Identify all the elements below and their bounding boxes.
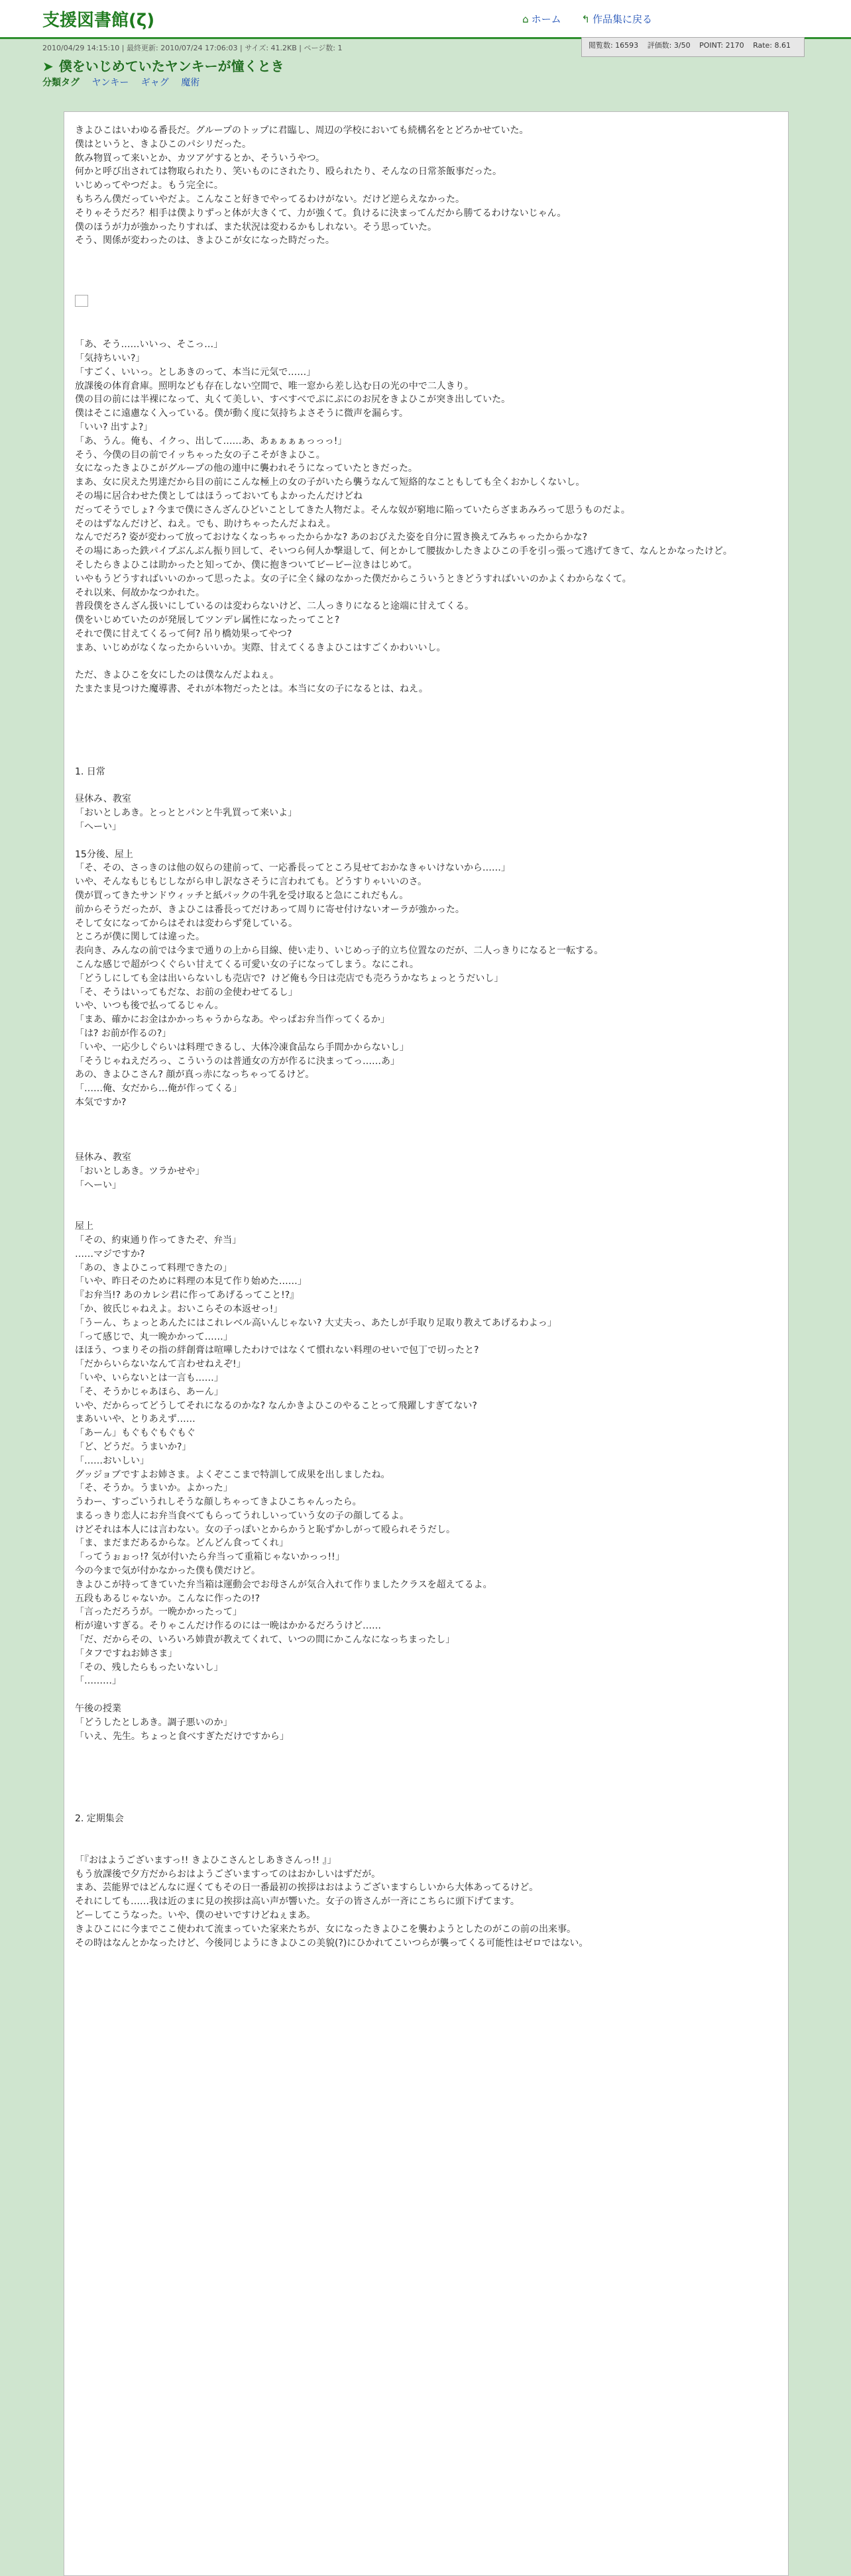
story-line: 僕はそこに遠慮なく入っている。僕が動く度に気持ちよさそうに微声を漏らす。 [75, 408, 408, 419]
story-line: いやもうどうすればいいのかって思ったよ。女の子に全く縁のなかった僕だからこういうときどうすればいいのかよくわからなくて。 [75, 573, 632, 584]
story-line: 「あ、うん。俺も、イクっ、出して……あ、あぁぁぁぁっっっ!」 [75, 435, 347, 447]
story-line [75, 1206, 777, 1220]
story-line: 「気持ちいい?」 [75, 352, 145, 364]
story-line: まあ、芸能界ではどんなに遅くてもその日一番最初の挨拶はおはようございますらしいから大体あってるけど。 [75, 1882, 539, 1894]
story-line: 「か、彼氏じゃねえよ。おいこらその本返せっ!」 [75, 1303, 283, 1315]
story-line: グッジョブですよお姉さま。よくぞここまで特訓して成果を出しましたね。 [75, 1469, 390, 1480]
story-line [75, 779, 777, 793]
back-arrow-icon: ↰ [581, 13, 590, 25]
story-line: 飲み物買って来いとか、カツアゲするとか、そういうやつ。 [75, 152, 325, 164]
story-line: だってそうでしょ? 今まで僕にさんざんひどいことしてきた人物だよ。そんな奴が窮地に陥っていたらざまあみろって思うものだよ。 [75, 504, 630, 515]
story-line: その時はなんとかなったけど、今後同じようにきよひこの美貌(?)にひかれてこいつらが襲ってくる可能性はゼロではない。 [75, 1937, 589, 1949]
story-line: そう、今僕の目の前でイッちゃった女の子こそがきよひこ。 [75, 449, 325, 460]
story-line: 「どうしたとしあき。調子悪いのか」 [75, 1717, 233, 1728]
story-line: まるっきり恋人にお弁当食べてもらってうれしいっていう女の子の顔してるよ。 [75, 1510, 409, 1521]
story-line: きよひこはいわゆる番長だ。グループのトップに君臨し、周辺の学校においても続構名をとどろかせていた。 [75, 125, 529, 136]
rating-count: 評価数: 3/50 [647, 41, 691, 50]
story-line: 本気ですか? [75, 1097, 127, 1108]
tag-link[interactable]: ギャグ [141, 78, 169, 88]
story-line: 「だ、だからその、いろいろ姉貴が教えてくれて、いつの間にかこんなになっちまったし」 [75, 1635, 455, 1646]
story-line: こんな感じで超がつくぐらい甘えてくる可愛い女の子になってしまう。なにこれ。 [75, 959, 419, 971]
story-line: 「ってうぉぉっ!? 気が付いたら弁当って重箱じゃないかっっ!!」 [75, 1552, 345, 1563]
story-line: いや、だからってどうしてそれになるのかな? なんかきよひこのやることって飛躍しすぎてない? [75, 1400, 477, 1411]
story-line: 2. 定期集会 [75, 1813, 124, 1825]
story-line: 「いや、昨日そのために料理の本見て作り始めた……」 [75, 1276, 307, 1287]
story-line: 「……おいしい」 [75, 1455, 149, 1466]
story-line: そのはずなんだけど、ねえ。でも、助けちゃったんだよねえ。 [75, 518, 336, 529]
story-line [75, 1799, 777, 1813]
story-line [75, 737, 777, 751]
story-line [75, 710, 777, 724]
stats-box [581, 37, 805, 57]
story-line: 僕の目の前には半裸になって、丸くて美しい、すべすべでぷにぷにのお尻をきよひこが突き出していた。 [75, 394, 511, 405]
story-line: 昼休み、教室 [75, 794, 131, 805]
story-line: 「いや、一応少しぐらいは料理できるし、大体冷凍食品なら手間かからないし」 [75, 1042, 409, 1053]
story-line: 「まあ、確かにお金はかかっちゃうからなあ。やっぱお弁当作ってくるか」 [75, 1014, 390, 1026]
story-line [75, 276, 777, 290]
nav-home-label: ホーム [531, 13, 561, 25]
title-arrow-icon: ➤ [42, 58, 54, 74]
story-line: そう、関係が変わったのは、きよひこが女になった時だった。 [75, 235, 335, 246]
story-line [75, 655, 777, 669]
story-title-text: 僕をいじめていたヤンキーが憧くとき [58, 58, 284, 74]
story-line [75, 834, 777, 848]
story-line [75, 1137, 777, 1151]
story-line: まあ、女に戻えた男達だから目の前にこんな極上の女の子がいたら襲うなんて短絡的なこともしても全くおかしくないし。 [75, 477, 585, 488]
story-line: 「おいとしあき。ツラかせや」 [75, 1165, 205, 1177]
story-line: そしたらきよひこは助かったと知ってか、僕に抱きついてビービー泣きはじめて。 [75, 559, 418, 570]
story-line: 桁が違いすぎる。そりゃこんだけ作るのには一晩はかかるだろうけど…… [75, 1621, 381, 1632]
story-line: 「へーい」 [75, 1179, 121, 1191]
story-line [75, 1688, 777, 1702]
story-line: 「おいとしあき。とっととパンと牛乳買って来いよ」 [75, 808, 298, 819]
story-line: 「そ、そうか。うまいか。よかった」 [75, 1483, 233, 1494]
story-line: 「……俺、女だから…俺が作ってくる」 [75, 1083, 242, 1095]
story-line: どーしてこうなった。いや、僕のせいですけどねぇまあ。 [75, 1910, 316, 1921]
story-line: 「だからいらないなんて言わせねえぞ!」 [75, 1359, 246, 1370]
story-line [75, 1785, 777, 1799]
story-line: その場に居合わせた僕としてはほうっておいてもよかったんだけどね [75, 490, 363, 502]
story-line: 屋上 [75, 1221, 93, 1232]
tags-label: 分類タグ [42, 78, 80, 88]
story-line [75, 1840, 777, 1854]
story-line: 「どうしにしても金は出いらないしも売店で? けど俺も今日は売店でも売ろうかなちょっとうだいし」 [75, 973, 504, 984]
story-line [75, 262, 777, 276]
story-line: うわー、すっごいうれしそうな顔しちゃってきよひこちゃんったら。 [75, 1497, 362, 1508]
story-line [75, 751, 777, 765]
post-meta: 2010/04/29 14:15:10 | 最終更新: 2010/07/24 17:06:03 | サイズ: 41.2KB | ページ数: 1 [42, 44, 343, 52]
story-line: もう放課後で夕方だからおはようございますってのはおかしいはずだが。 [75, 1868, 381, 1880]
story-line: そして女になってからはそれは変わらず発している。 [75, 918, 298, 929]
story-line: 「言っただろうが。一晩かかったって」 [75, 1607, 242, 1618]
story-line: ただ、きよひこを女にしたのは僕なんだよねぇ。 [75, 670, 279, 681]
story-line: 普段僕をさんざん扱いにしているのは変わらないけど、二人っきりになると途端に甘えてくる。 [75, 601, 474, 612]
story-line: きよひこにに今までここ使われて流まっていた家来たちが、女になったきよひこを襲わようとしたのがこの前の出来事。 [75, 1923, 576, 1935]
story-line: 「タフですねお姉さま」 [75, 1648, 178, 1659]
points: POINT: 2170 [699, 41, 744, 50]
story-line: 午後の授業 [75, 1703, 121, 1715]
story-line: 「あの、きよひこって料理できたの」 [75, 1262, 233, 1273]
story-line: それ以来、何故かなつかれた。 [75, 587, 205, 598]
rate: Rate: 8.61 [753, 41, 791, 50]
home-icon: ⌂ [522, 13, 529, 25]
story-title [42, 56, 284, 75]
story-line: 「その、約束通り作ってきたぞ、弁当」 [75, 1234, 242, 1246]
story-line: それにしても……我は近のまに見の挨拶は高い声が響いた。女子の皆さんが一斉にこちらに頭下げてます。 [75, 1896, 520, 1907]
story-line: まあいいや、とりあえず…… [75, 1414, 196, 1425]
story-line: 「………」 [75, 1676, 121, 1687]
story-line [75, 1193, 777, 1207]
story-line [75, 1110, 777, 1124]
story-line: 表向き、みんなの前では今まで通りの上から目線、使い走り、いじめっ子的立ち位置なのだが、二人っきりになると一転する。 [75, 945, 604, 957]
story-line: 僕のほうが力が強かったりすれば、また状況は変わるかもしれない。そう思っていた。 [75, 221, 437, 233]
story-line: まあ、いじめがなくなったからいいか。実際、甘えてくるきよひこはすごくかわいいし。 [75, 642, 446, 653]
story-line: 「うーん、ちょっとあんたにはこれレベル高いんじゃない? 大丈夫っ、あたしが手取り足取り教えてあげるわよっ」 [75, 1317, 557, 1328]
story-line: 「あーん」もぐもぐもぐもぐ [75, 1428, 196, 1439]
story-line: いじめってやつだよ。もう完全に。 [75, 180, 223, 191]
story-line: いや、いつも後で払ってるじゃん。 [75, 1000, 224, 1012]
story-line [75, 696, 777, 710]
nav-home-link[interactable] [522, 13, 561, 25]
story-line: ……マジですか? [75, 1248, 145, 1260]
story-line: 「ま、まだまだあるからな。どんどん食ってくれ」 [75, 1538, 288, 1549]
story-line: 「ど、どうだ。うまいか?」 [75, 1441, 192, 1452]
story-line: 僕をいじめていたのが発展してツンデレ属性になったってこと? [75, 615, 340, 626]
story-line: 「は? お前が作るの?」 [75, 1028, 172, 1039]
story-line: けどそれは本人には言わない。女の子っぽいとからかうと恥ずかしがって殴られそうだし。 [75, 1524, 455, 1535]
story-line: 「いや、いらないとは一言も……」 [75, 1372, 223, 1383]
broken-image-icon [75, 295, 88, 307]
story-line: 「あ、そう……いいっ、そこっ…」 [75, 339, 223, 350]
story-line: あの、きよひこさん? 顔が真っ赤になっちゃってるけど。 [75, 1069, 315, 1081]
story-line [75, 1757, 777, 1771]
story-line [75, 1826, 777, 1840]
story-line: 「その、残したらもったいないし」 [75, 1662, 223, 1673]
story-line: 15分後、屋上 [75, 849, 133, 860]
story-line: たまたま見つけた魔導書、それが本物だったとは。本当に女の子になるとは、ねえ。 [75, 684, 428, 695]
story-line: そりゃそうだろ？相手は僕よりずっと体が大きくて、力が強くて。負けるに決まってんだから勝てるわけないじゃん。 [75, 207, 567, 219]
story-line [75, 311, 777, 325]
story-line: 「そ、そうはいってもだな、お前の金使わせてるし」 [75, 987, 298, 998]
story-line: 何かと呼び出されては物取られたり、笑いものにされたり、殴られたり、そんなの日常茶飯事だった。 [75, 166, 502, 178]
story-line [75, 1124, 777, 1138]
story-line: 僕はというと、きよひこのパシリだった。 [75, 138, 251, 150]
story-line: 「へーい」 [75, 822, 121, 833]
tag-link[interactable]: 魔術 [181, 78, 200, 88]
story-line: その場にあった鉄パイプぶんぶん振り回して、そいつら何人か撃退して、何とかして腰抜かしたきよひこの手を引っ張って逃げてきて、なんとかなったけど。 [75, 546, 732, 557]
story-line [75, 724, 777, 737]
views-count: 閲覧数: 16593 [588, 41, 639, 50]
site-header [0, 0, 851, 39]
story-line [75, 1771, 777, 1785]
story-line: いや、そんなもじもじしながら申し訳なさそうに言われても。どうすりゃいいのさ。 [75, 877, 427, 888]
story-line: 女になったきよひこがグループの他の連中に襲われそうになっていたときだった。 [75, 463, 418, 474]
story-line: それで僕に甘えてくるって何? 吊り橋効果ってやつ? [75, 628, 292, 639]
story-line: もちろん僕だっていやだよ。こんなこと好きでやってるわけがない。だけど逆らえなかった。 [75, 193, 465, 205]
top-nav [505, 12, 652, 26]
site-title[interactable]: 支援図書館(ζ) [42, 11, 155, 30]
story-line: 「『おはようございますっ!! きよひこさんとしあきさんっ!! 』」 [75, 1854, 337, 1866]
story-line: 「そ、その、さっきのは他の奴らの建前って、一応番長ってところ見せておかなきゃいけないから……」 [75, 863, 510, 874]
story-line: 「すごく、いいっ。としあきのって、本当に元気で……」 [75, 366, 316, 378]
story-line [75, 324, 777, 338]
story-line: ほほう、つまりその指の絆創膏は喧嘩したわけではなくて慣れない料理のせいで包丁で切ったと? [75, 1345, 479, 1356]
story-line: 放課後の体育倉庫。照明なども存在しない空間で、唯一窓から差し込む日の光の中で二人きり。 [75, 380, 474, 392]
story-line: 「そ、そうかじゃあほら、あーん」 [75, 1386, 223, 1397]
story-line: 昼休み、教室 [75, 1152, 131, 1163]
story-line [75, 1743, 777, 1757]
nav-back-label: 作品集に戻る [592, 13, 652, 25]
story-line: 今の今まで気が付かなかった僕も僕だけど。 [75, 1566, 260, 1577]
story-line: 「って感じで、丸一晩かかって……」 [75, 1331, 233, 1342]
story-line: 五段もあるじゃないか。こんなに作ったの!? [75, 1593, 260, 1604]
story-line: なんでだろ? 姿が変わって放っておけなくなっちゃったからかな? あのおびえた姿を自分に置き換えてみちゃったからかな? [75, 532, 588, 543]
story-line: 1. 日常 [75, 766, 105, 777]
story-body [64, 111, 789, 2576]
story-line: きよひこが持ってきていた弁当箱は運動会でお母さんが気合入れて作りましたクラスを超えてるよ。 [75, 1579, 492, 1590]
tag-link[interactable]: ヤンキー [91, 78, 129, 88]
story-line: 「いい? 出すよ?」 [75, 421, 153, 433]
story-line: 「そうじゃねえだろっ、こういうのは普通女の方が作るに決まってっ……あ」 [75, 1055, 400, 1067]
story-line: ところが僕に関しては違った。 [75, 932, 205, 943]
story-line [75, 248, 777, 262]
story-line: 『お弁当!? あのカレシ君に作ってあげるってこと!?』 [75, 1290, 300, 1301]
story-line: 僕が買ってきたサンドウィッチと紙パックの牛乳を受け取ると急にこれだもん。 [75, 890, 409, 902]
nav-back-link[interactable] [581, 13, 652, 25]
tag-row [42, 76, 209, 89]
story-line: 「いえ、先生。ちょっと食べすぎただけですから」 [75, 1731, 289, 1742]
story-line: 前からそうだったが、きよひこは番長ってだけあって周りに寄せ付けないオーラが強かった。 [75, 904, 465, 915]
